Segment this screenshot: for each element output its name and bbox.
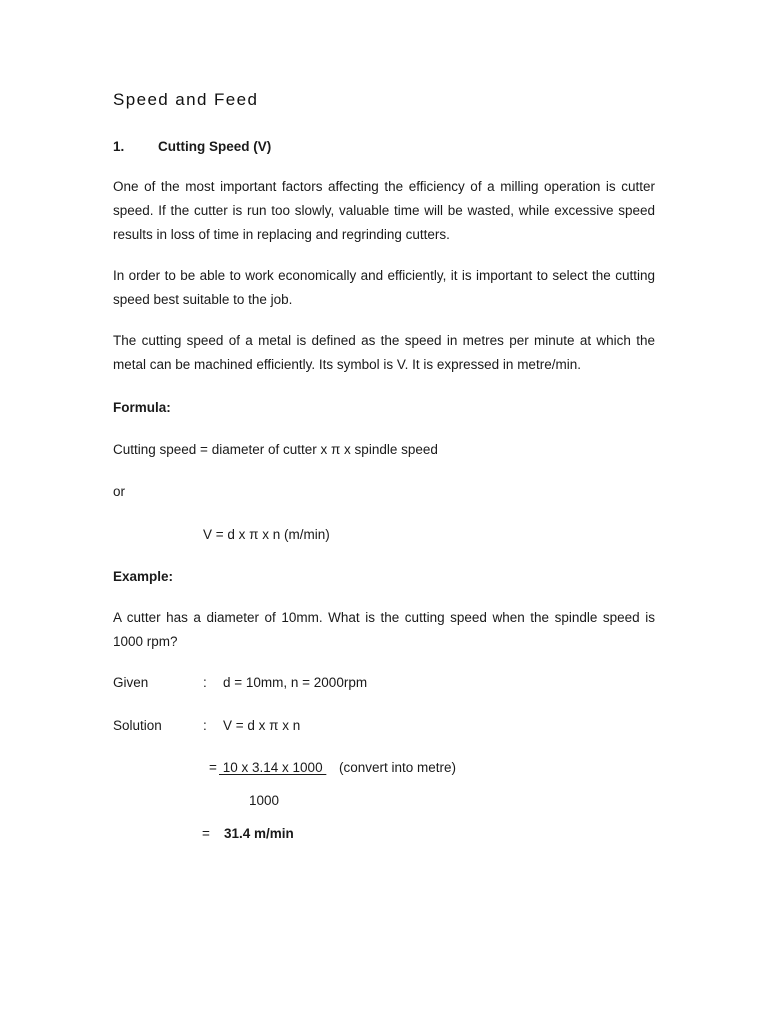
example-heading: Example: (113, 569, 174, 584)
solution-label: Solution (113, 718, 162, 733)
result-value: 31.4 m/min (224, 826, 294, 841)
paragraph-3: The cutting speed of a metal is defined as the speed in metres per minute at which the metal can be machined efficiently. Its symbol is V. It is expressed in metre/min. (113, 333, 655, 372)
solution-colon: : (203, 718, 207, 733)
example-question: A cutter has a diameter of 10mm. What is the cutting speed when the spindle speed is 1000 rpm? (113, 610, 655, 649)
result-equals: = (202, 826, 210, 841)
solution-value: V = d x π x n (223, 718, 301, 733)
step1-denominator: 1000 (249, 793, 280, 808)
section-number: 1. (113, 139, 125, 154)
page-title: Speed and Feed (113, 90, 259, 109)
given-label: Given (113, 675, 149, 690)
paragraph-1: One of the most important factors affecting the efficiency of a milling operation is cutter speed. If the cutter is run too slowly, valuable time will be wasted, while excessive speed results in loss of time in replacing and regrinding cutters. (113, 179, 655, 242)
formula-heading: Formula: (113, 400, 171, 415)
step1-numerator: 10 x 3.14 x 1000 (219, 760, 327, 775)
step1-note: (convert into metre) (339, 760, 457, 775)
step1-equals: = (209, 760, 217, 775)
paragraph-2: In order to be able to work economically and efficiently, it is important to select the cutting speed best suitable to the job. (113, 268, 655, 307)
given-value: d = 10mm, n = 2000rpm (223, 675, 368, 690)
given-colon: : (203, 675, 207, 690)
section-heading: Cutting Speed (V) (158, 139, 272, 154)
formula-or: or (113, 484, 126, 499)
formula-text: Cutting speed = diameter of cutter x π x spindle speed (113, 442, 438, 457)
formula-equation: V = d x π x n (m/min) (203, 527, 330, 542)
